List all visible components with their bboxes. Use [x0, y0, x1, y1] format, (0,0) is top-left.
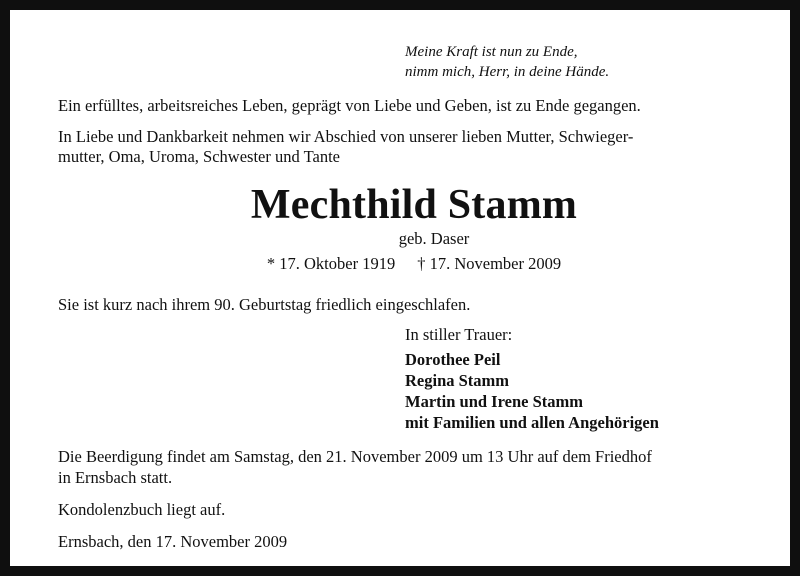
mourners-heading: In stiller Trauer:	[405, 325, 513, 344]
mourner-name: mit Familien und allen Angehörigen	[405, 413, 659, 432]
mourner-name: Regina Stamm	[405, 371, 510, 390]
funeral-line-1: Die Beerdigung findet am Samstag, den 21. November 2009 um 13 Uhr auf dem Friedhof	[58, 447, 652, 466]
mourner-name: Martin und Irene Stamm	[405, 392, 583, 411]
birth-date: * 17. Oktober 1919	[266, 254, 396, 273]
funeral-line-2: in Ernsbach statt.	[58, 468, 173, 487]
place-and-date: Ernsbach, den 17. November 2009	[58, 532, 288, 551]
maiden-name: geb. Daser	[398, 229, 470, 248]
intro-text: Ein erfülltes, arbeitsreiches Leben, geprägt von Liebe und Geben, ist zu Ende gegangen.	[58, 96, 641, 115]
deceased-name: Mechthild Stamm	[250, 182, 578, 228]
death-date: † 17. November 2009	[417, 254, 562, 273]
life-dates	[58, 254, 770, 274]
farewell-line-2: mutter, Oma, Uroma, Schwester und Tante	[58, 147, 340, 166]
condolence-note: Kondolenzbuch liegt auf.	[58, 500, 226, 519]
farewell-line-1: In Liebe und Dankbarkeit nehmen wir Abschied von unserer lieben Mutter, Schwieger-	[58, 127, 634, 146]
motto-line-2: nimm mich, Herr, in deine Hände.	[405, 64, 610, 80]
passing-note: Sie ist kurz nach ihrem 90. Geburtstag friedlich eingeschlafen.	[58, 295, 471, 314]
motto-line-1: Meine Kraft ist nun zu Ende,	[405, 44, 578, 60]
mourner-name: Dorothee Peil	[405, 350, 501, 369]
